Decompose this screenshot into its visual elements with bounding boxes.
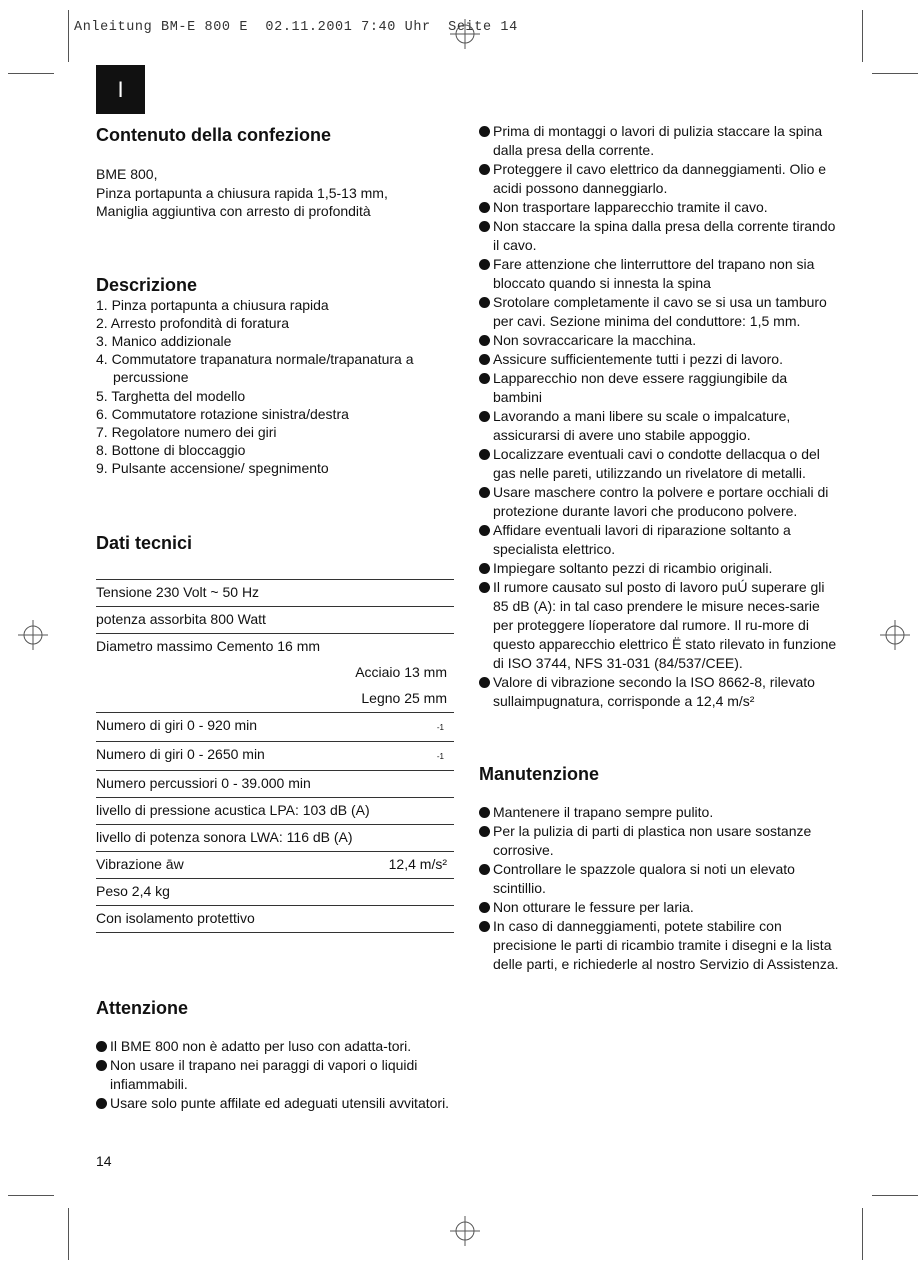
list-item: Usare solo punte affilate ed adeguati utensili avvitatori.	[96, 1094, 456, 1113]
spec-giri-1-unit: -1	[436, 722, 444, 732]
crop-mark	[862, 10, 863, 62]
list-item: Non sovraccaricare la macchina.	[479, 331, 839, 350]
table-row	[96, 852, 454, 879]
table-row	[96, 771, 454, 798]
contenuto-line: Pinza portapunta a chiusura rapida 1,5-13 mm,	[96, 184, 388, 201]
crop-mark	[872, 1195, 918, 1196]
crop-mark	[68, 1208, 69, 1260]
descrizione-list	[96, 296, 456, 478]
section-title-manutenzione: Manutenzione	[479, 764, 599, 784]
spec-potenza: potenza assorbita 800 Watt	[96, 610, 266, 627]
section-title-descrizione: Descrizione	[96, 274, 198, 295]
manutenzione-list	[479, 803, 839, 974]
crop-mark	[862, 1208, 863, 1260]
table-row	[96, 879, 454, 906]
list-item: Usare maschere contro la polvere e portare occhiali di protezione durante lavori che producono polvere.	[479, 483, 839, 521]
spec-vibrazione-value: 12,4 m/s²	[388, 855, 447, 872]
list-item: Lavorando a mani libere su scale o impalcature, assicurarsi di avere uno stabile appoggio.	[479, 407, 839, 445]
crop-mark	[8, 73, 54, 74]
attenzione-list	[96, 1037, 456, 1113]
spec-tensione: Tensione 230 Volt ~ 50 Hz	[96, 583, 260, 600]
list-item: In caso di danneggiamenti, potete stabilire con precisione le parti di ricambio tramite i disegni e la lista delle parti, e richiederle al nostro Servizio di Assistenza.	[479, 917, 839, 974]
table-row	[96, 660, 454, 686]
list-item: Localizzare eventuali cavi o condotte dellacqua o del gas nelle pareti, utilizzando un rivelatore di metalli.	[479, 445, 839, 483]
contenuto-line: Maniglia aggiuntiva con arresto di profondità	[96, 203, 371, 219]
spec-giri-1: Numero di giri 0 - 920 min	[96, 716, 258, 733]
spec-peso: Peso 2,4 kg	[96, 882, 170, 899]
table-row	[96, 742, 454, 771]
list-item: Affidare eventuali lavori di riparazione soltanto a specialista elettrico.	[479, 521, 839, 559]
spec-acciaio: Acciaio 13 mm	[355, 663, 447, 680]
table-row	[96, 607, 454, 634]
list-item: 3. Manico addizionale	[96, 332, 232, 349]
section-title-dati: Dati tecnici	[96, 532, 193, 553]
registration-mark-icon	[18, 620, 48, 650]
list-item: Controllare le spazzole qualora si noti un elevato scintillio.	[479, 860, 839, 898]
list-item: Srotolare completamente il cavo se si usa un tamburo per cavi. Sezione minima del conduttore: 1,5 mm.	[479, 293, 839, 331]
crop-mark	[8, 1195, 54, 1196]
list-item: Non usare il trapano nei paraggi di vapori o liquidi infiammabili.	[96, 1056, 456, 1094]
list-item: Prima di montaggi o lavori di pulizia staccare la spina dalla presa della corrente.	[479, 122, 839, 160]
spec-diametro: Diametro massimo Cemento 16 mm	[96, 637, 321, 654]
list-item: 6. Commutatore rotazione sinistra/destra	[96, 405, 349, 422]
list-item: Valore di vibrazione secondo la ISO 8662-8, rilevato sullaimpugnatura, corrisponde a 12,4 m/s²	[479, 673, 839, 711]
table-row	[96, 580, 454, 607]
list-item: Non otturare le fessure per laria.	[479, 898, 839, 917]
list-item: Impiegare soltanto pezzi di ricambio originali.	[479, 559, 839, 578]
list-item: Non trasportare lapparecchio tramite il cavo.	[479, 198, 839, 217]
left-column	[96, 124, 456, 1113]
list-item: Per la pulizia di parti di plastica non usare sostanze corrosive.	[479, 822, 839, 860]
list-item: Il BME 800 non è adatto per luso con adatta-tori.	[96, 1037, 456, 1056]
crop-mark	[68, 10, 69, 62]
page-number: 14	[96, 1153, 112, 1169]
list-item: 8. Bottone di bloccaggio	[96, 442, 246, 459]
spec-legno: Legno 25 mm	[361, 689, 447, 706]
spec-vibrazione-label: Vibrazione āw	[96, 855, 184, 872]
section-title-attenzione: Attenzione	[96, 997, 188, 1018]
list-item: Mantenere il trapano sempre pulito.	[479, 803, 839, 822]
spec-giri-2-unit: -1	[436, 751, 444, 761]
list-item: Proteggere il cavo elettrico da danneggiamenti. Olio e acidi possono danneggiarlo.	[479, 160, 839, 198]
print-slug: Anleitung BM-E 800 E 02.11.2001 7:40 Uhr Seite 14	[74, 20, 518, 35]
spec-isolamento: Con isolamento protettivo	[96, 909, 255, 926]
table-row	[96, 906, 454, 933]
table-row	[96, 686, 454, 713]
right-column	[479, 122, 839, 974]
list-item: Non staccare la spina dalla presa della corrente tirando il cavo.	[479, 217, 839, 255]
table-row	[96, 713, 454, 742]
table-row	[96, 798, 454, 825]
spec-potenza-sonora: livello di potenza sonora LWA: 116 dB (A)	[96, 828, 353, 845]
specs-table	[96, 579, 454, 933]
registration-mark-icon	[450, 1216, 480, 1246]
language-tab: I	[96, 65, 145, 114]
list-item: Assicure sufficientemente tutti i pezzi di lavoro.	[479, 350, 839, 369]
list-item: 5. Targhetta del modello	[96, 387, 246, 404]
registration-mark-icon	[450, 19, 480, 49]
contenuto-line: BME 800,	[96, 166, 158, 182]
spec-pressione: livello di pressione acustica LPA: 103 dB (A)	[96, 801, 370, 818]
list-item: 4. Commutatore trapanatura normale/trapanatura a percussione	[96, 351, 414, 386]
list-item: Lapparecchio non deve essere raggiungibile da bambini	[479, 369, 839, 407]
list-item: 7. Regolatore numero dei giri	[96, 423, 277, 440]
spec-percussioni: Numero percussiori 0 - 39.000 min	[96, 774, 311, 791]
list-item: 2. Arresto profondità di foratura	[96, 314, 289, 331]
list-item: Il rumore causato sul posto di lavoro puÚ superare gli 85 dB (A): in tal caso prendere le misure neces-sarie per proteggere líoperatore dal rumore. Il ru-more di questo apparecchio elettrico Ë stato rilevato in funzione di ISO 3744, NFS 31-031 (84/537/CEE).	[479, 578, 839, 673]
table-row	[96, 634, 454, 660]
spec-giri-2: Numero di giri 0 - 2650 min	[96, 745, 265, 762]
section-title-contenuto: Contenuto della confezione	[96, 125, 332, 145]
crop-mark	[872, 73, 918, 74]
list-item: 9. Pulsante accensione/ spegnimento	[96, 460, 329, 477]
sicurezza-list	[479, 122, 839, 711]
list-item: 1. Pinza portapunta a chiusura rapida	[96, 296, 329, 313]
registration-mark-icon	[880, 620, 910, 650]
table-row	[96, 825, 454, 852]
list-item: Fare attenzione che linterruttore del trapano non sia bloccato quando si innesta la spina	[479, 255, 839, 293]
